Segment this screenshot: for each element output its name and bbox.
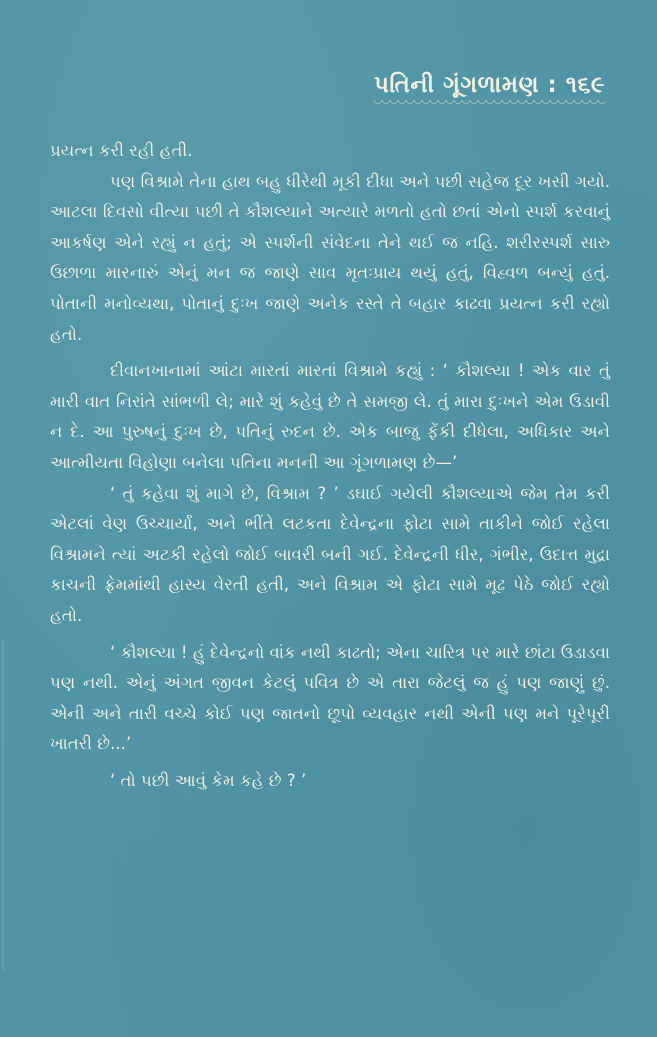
paragraph: ‘ તું કહેવા શું માગે છે, વિશ્રામ ? ’ ડઘાઈ ગયેલી કૌશલ્યાએ જેમ તેમ કરી એટલાં વેણ ઉચ્ચાર્યાં, અને ભીંતે લટકતા દેવેન્દ્રના ફોટા સામે તાકીને જોઈ રહેલા વિશ્રામને ત્યાં અટકી રહેલો જોઈ બાવરી બની ગઈ. દેવેન્દ્રની ધીર, ગંભીર, ઉદાત્ત મુદ્રા કાચની ફ્રેમમાંથી હાસ્ય વેરતી હતી, અને વિશ્રામ એ ફોટા સામે મૂઢ પેઠે જોઈ રહ્યો હતો. [50,483,610,625]
paragraph: ‘ કૌશલ્યા ! હું દેવેન્દ્રનો વાંક નથી કાઢતો; એના ચારિત્ર પર મારે છાંટા ઉડાડવા પણ નથી. એનું અંગત જીવન કેટલું પવિત્ર છે એ તારા જેટલું જ હું પણ જાણું છું. એની અને તારી વચ્ચે કોઈ પણ જાતનો છૂપો વ્યવહાર નથી એની પણ મને પૂરેપૂરી ખાતરી છે...’ [50,642,610,754]
running-header-title: પતિની ગૂંગળામણ : ૧૬૯ [373,72,605,98]
paragraph: પણ વિશ્રામે તેના હાથ બહુ ધીરેથી મૂકી દીધા અને પછી સહેજ દૂર ખસી ગયો. આટલા દિવસો વીત્યા પછી તે કૌશલ્યાને અત્યારે મળતો હતો છતાં એનો સ્પર્શ કરવાનું આકર્ષણ એને રહ્યું ન હતું; એ સ્પર્શની સંવેદના તેને થઈ જ નહિ. શરીરસ્પર્શ સારુ ઉછાળા મારનારું એનું મન જ જાણે સાવ મૃતઃપ્રાય થયું હતું, વિહ્વળ બન્યું હતું. પોતાની મનોવ્યથા, પોતાનું દુઃખ જાણે અનેક રસ્તે તે બહાર કાઢવા પ્રયત્ન કરી રહ્યો હતો. [50,171,610,344]
paragraph-continuation: પ્રયત્ન કરી રહી હતી. [50,141,193,160]
body-text [50,136,610,796]
page-header [374,72,605,106]
paragraph: દીવાનખાનામાં આંટા મારતાં મારતાં વિશ્રામે કહ્યું : ‘ કૌશલ્યા ! એક વાર તું મારી વાત નિરાંતે સાંભળી લે; મારે શું કહેવું છે તે સમજી લે. તું મારા દુઃખને એમ ઉડાવી ન દે. આ પુરુષનું દુઃખ છે, પતિનું રુદન છે. એક બાજુ ફેંકી દીધેલા, અધિકાર અને આત્મીયતા વિહોણા બનેલા પતિના મનની આ ગૂંગળામણ છે—’ [50,361,610,472]
paragraph: ‘ તો પછી આવું કેમ કહે છે ? ’ [110,770,307,790]
margin-shadow [2,640,4,970]
header-wavy-underline [374,100,605,106]
